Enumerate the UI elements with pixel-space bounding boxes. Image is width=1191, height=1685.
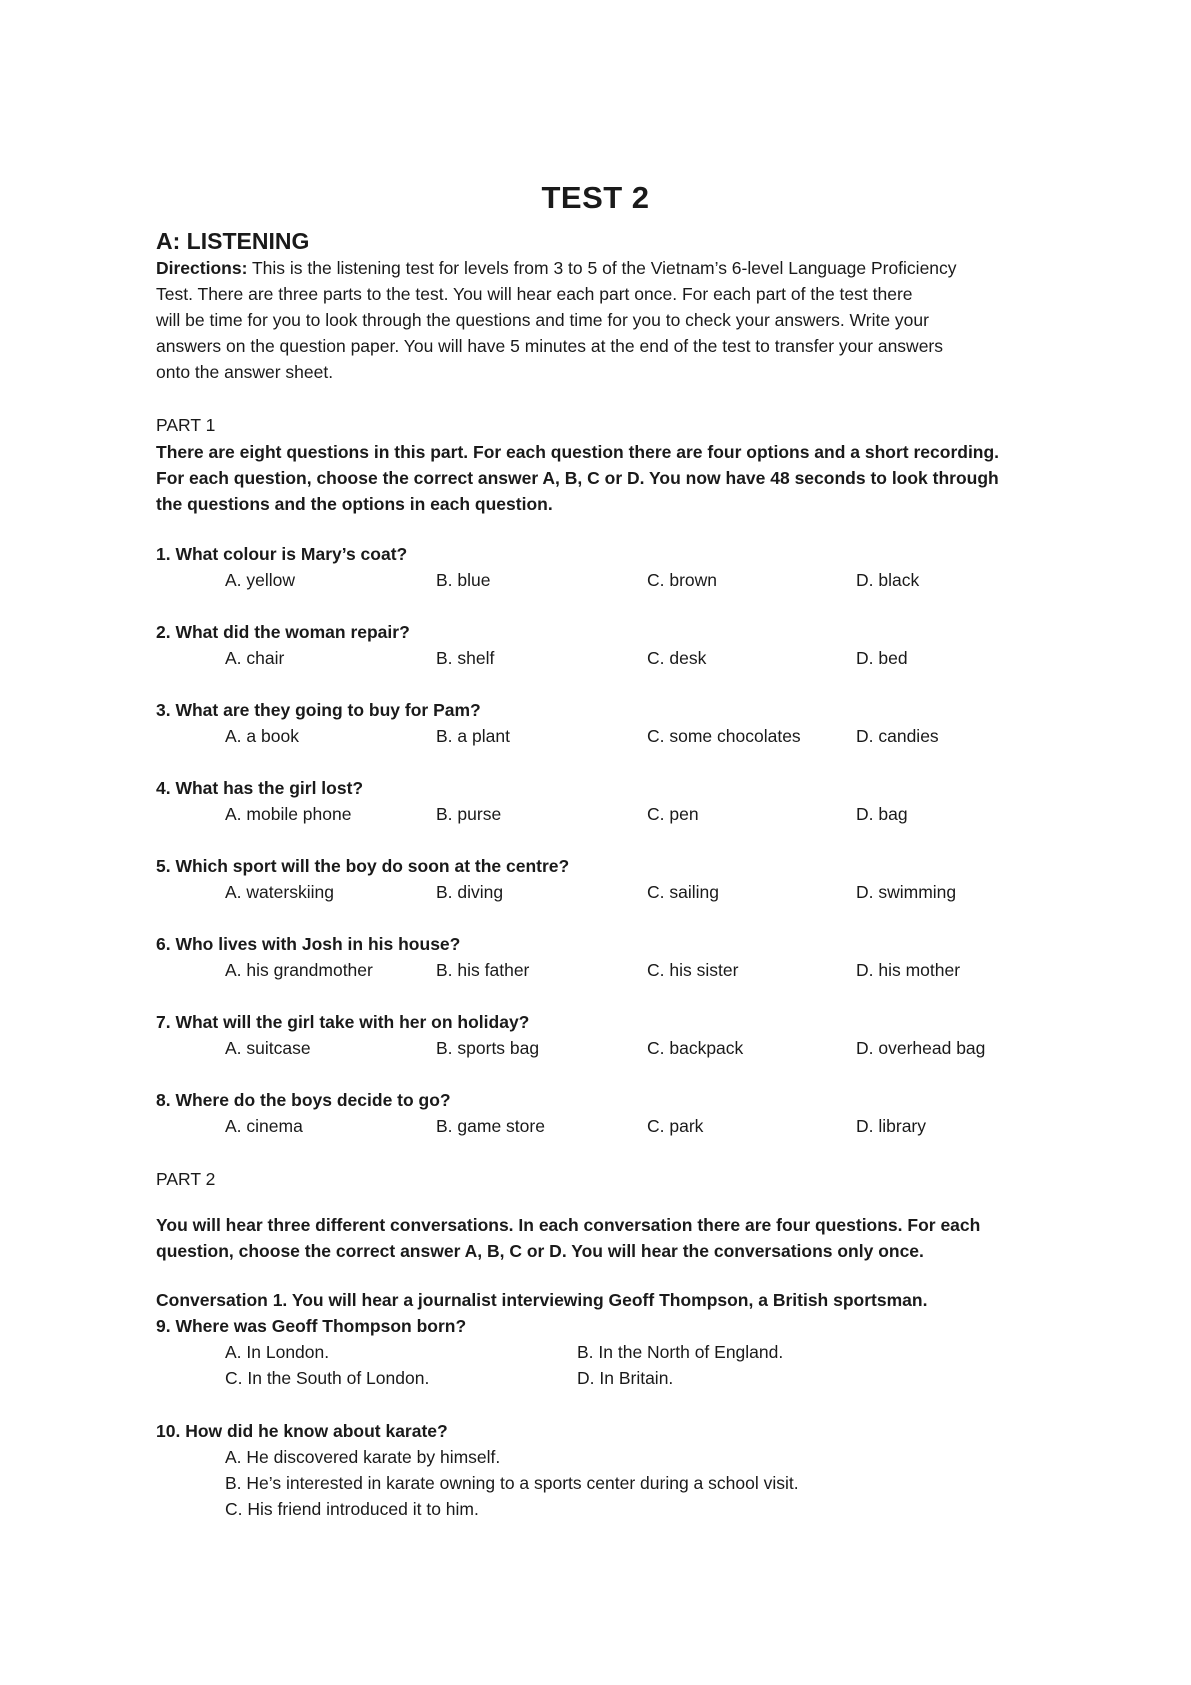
instruction-line: There are eight questions in this part. For each question there are four options and a short recording. [156, 442, 1000, 462]
question-2-options [0, 648, 1191, 674]
option-b: B. diving [436, 882, 504, 902]
directions-line: This is the listening test for levels from 3 to 5 of the Vietnam’s 6-level Language Proficiency [247, 258, 957, 278]
directions-line: onto the answer sheet. [156, 362, 334, 382]
question-8-options [0, 1116, 1191, 1142]
question-8: 8. Where do the boys decide to go? [156, 1090, 451, 1110]
directions-line: Test. There are three parts to the test. You will hear each part once. For each part of the test there [156, 284, 913, 304]
option-a: A. chair [225, 648, 285, 668]
option-b: B. a plant [436, 726, 510, 746]
option-b: B. In the North of England. [577, 1342, 784, 1362]
option-b: B. shelf [436, 648, 495, 668]
question-6-options [0, 960, 1191, 986]
option-c: C. desk [647, 648, 707, 668]
option-c: C. backpack [647, 1038, 744, 1058]
part1-label: PART 1 [156, 415, 216, 435]
option-d: D. black [856, 570, 920, 590]
directions-label: Directions: [156, 258, 248, 278]
question-5: 5. Which sport will the boy do soon at the centre? [156, 856, 570, 876]
part2-instructions [156, 1212, 1036, 1264]
instruction-line: You will hear three different conversations. In each conversation there are four questions. For each [156, 1215, 981, 1235]
option-a: A. mobile phone [225, 804, 352, 824]
instruction-line: the questions and the options in each question. [156, 494, 553, 514]
question-7: 7. What will the girl take with her on holiday? [156, 1012, 530, 1032]
directions-line: answers on the question paper. You will have 5 minutes at the end of the test to transfer your answers [156, 336, 944, 356]
option-d: D. In Britain. [577, 1368, 674, 1388]
option-a: A. cinema [225, 1116, 303, 1136]
option-b: B. purse [436, 804, 502, 824]
directions-line: will be time for you to look through the questions and time for you to check your answers. Write your [156, 310, 929, 330]
option-d: D. library [856, 1116, 927, 1136]
option-d: D. bag [856, 804, 908, 824]
conversation-1-heading: Conversation 1. You will hear a journalist interviewing Geoff Thompson, a British sportsman. [156, 1290, 928, 1310]
option-c: C. brown [647, 570, 718, 590]
part2-label: PART 2 [156, 1169, 216, 1189]
option-b: B. sports bag [436, 1038, 540, 1058]
option-a: A. suitcase [225, 1038, 311, 1058]
option-d: D. overhead bag [856, 1038, 986, 1058]
question-5-options [0, 882, 1191, 908]
question-3: 3. What are they going to buy for Pam? [156, 700, 481, 720]
option-a: A. yellow [225, 570, 296, 590]
part1-instructions [156, 439, 1036, 517]
option-c: C. some chocolates [647, 726, 801, 746]
question-1-options [0, 570, 1191, 596]
question-1: 1. What colour is Mary’s coat? [156, 544, 408, 564]
question-6: 6. Who lives with Josh in his house? [156, 934, 461, 954]
option-c: C. In the South of London. [225, 1368, 430, 1388]
option-b: B. He’s interested in karate owning to a sports center during a school visit. [225, 1473, 799, 1493]
question-4: 4. What has the girl lost? [156, 778, 364, 798]
option-c: C. his sister [647, 960, 739, 980]
option-a: A. In London. [225, 1342, 330, 1362]
question-4-options [0, 804, 1191, 830]
question-7-options [0, 1038, 1191, 1064]
option-c: C. park [647, 1116, 704, 1136]
option-d: D. his mother [856, 960, 961, 980]
question-9: 9. Where was Geoff Thompson born? [156, 1316, 467, 1336]
question-3-options [0, 726, 1191, 752]
option-d: D. candies [856, 726, 939, 746]
option-c: C. pen [647, 804, 699, 824]
option-b: B. his father [436, 960, 530, 980]
option-d: D. bed [856, 648, 908, 668]
option-b: B. game store [436, 1116, 545, 1136]
option-c: C. His friend introduced it to him. [225, 1499, 479, 1519]
instruction-line: question, choose the correct answer A, B, C or D. You will hear the conversations only once. [156, 1241, 924, 1261]
option-a: A. waterskiing [225, 882, 334, 902]
instruction-line: For each question, choose the correct answer A, B, C or D. You now have 48 seconds to look through [156, 468, 999, 488]
question-10: 10. How did he know about karate? [156, 1421, 448, 1441]
option-c: C. sailing [647, 882, 719, 902]
option-b: B. blue [436, 570, 491, 590]
option-d: D. swimming [856, 882, 957, 902]
page-title: TEST 2 [541, 180, 650, 215]
option-a: A. a book [225, 726, 299, 746]
option-a: A. He discovered karate by himself. [225, 1447, 501, 1467]
question-2: 2. What did the woman repair? [156, 622, 410, 642]
directions-paragraph [156, 255, 1036, 385]
section-title-listening: A: LISTENING [156, 228, 310, 254]
option-a: A. his grandmother [225, 960, 373, 980]
